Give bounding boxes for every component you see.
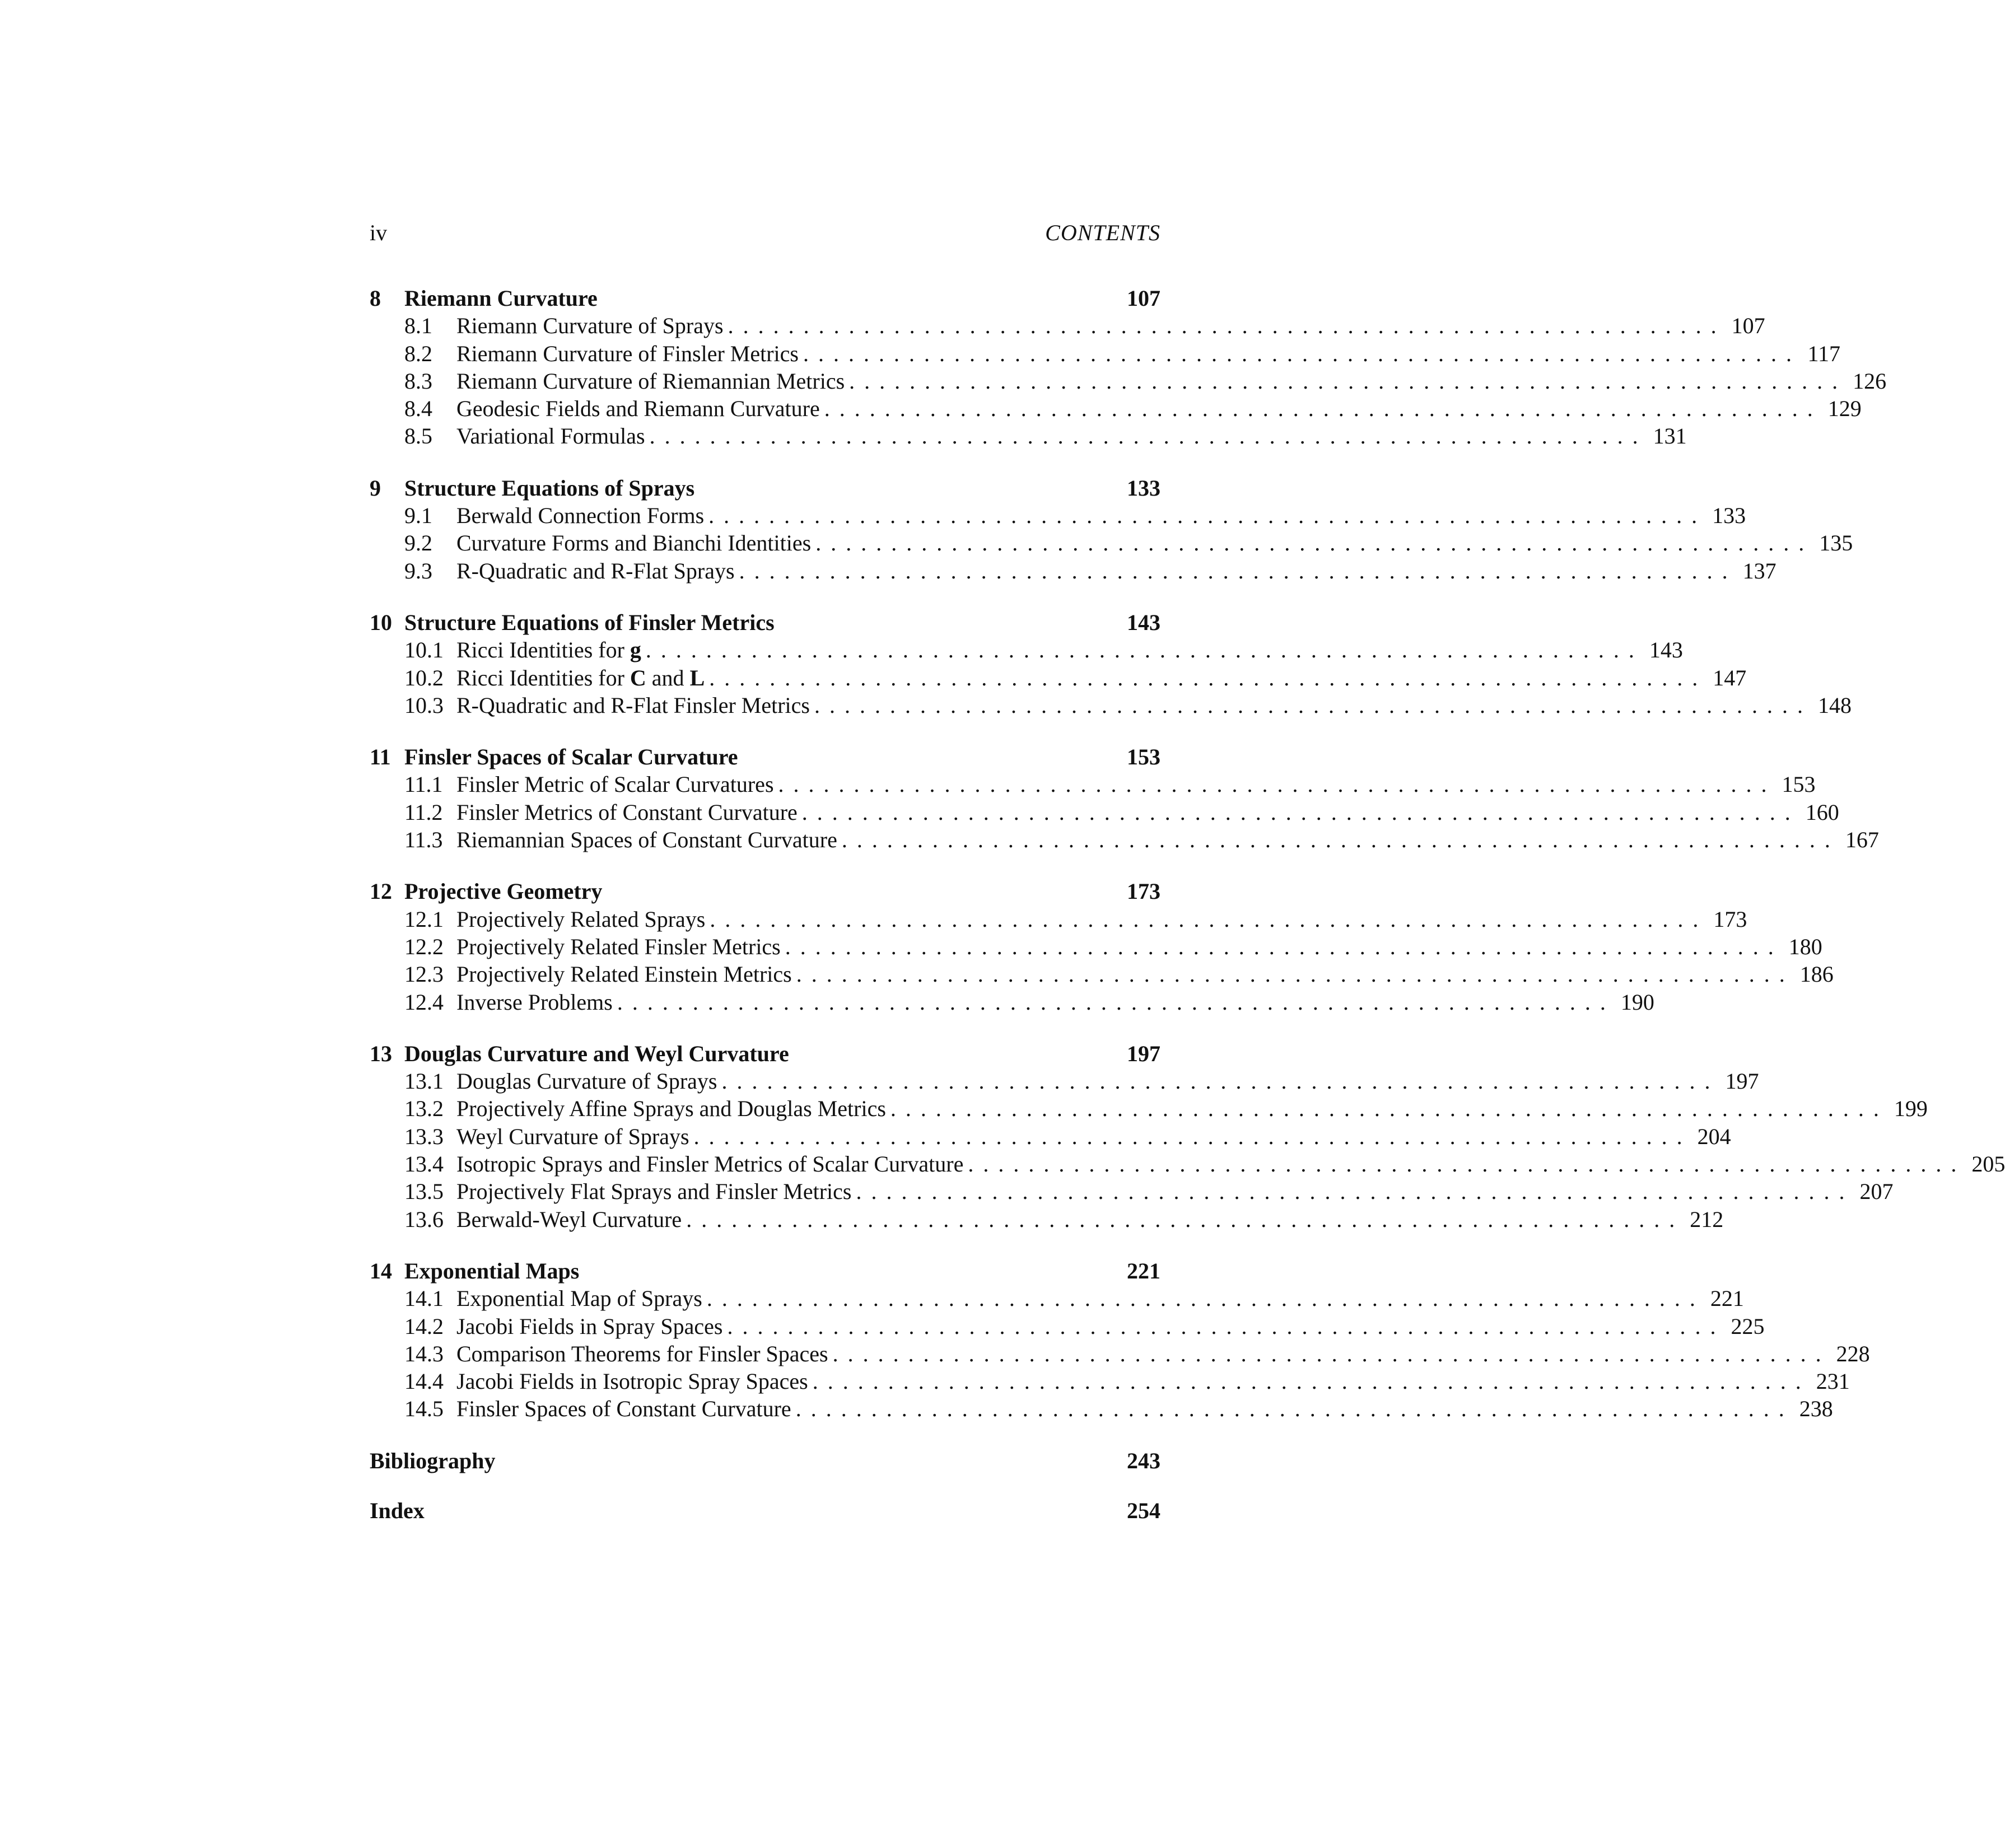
- chapter-page: 153: [1127, 744, 1160, 770]
- section-entry[interactable]: [370, 395, 1862, 422]
- section-title: Projectively Related Einstein Metrics: [456, 962, 792, 987]
- section-entry[interactable]: [370, 636, 1683, 664]
- section-title: Inverse Problems: [456, 989, 613, 1015]
- section-page: 126: [1853, 368, 1887, 394]
- section-title: [456, 664, 705, 692]
- section-entry[interactable]: [370, 502, 1746, 529]
- chapter-page: 173: [1127, 879, 1160, 904]
- section-page: 135: [1819, 530, 1853, 556]
- section-number: 10.1: [404, 637, 444, 663]
- section-number: 14.1: [404, 1286, 444, 1312]
- chapter-heading[interactable]: [370, 878, 1160, 905]
- chapter-page: 197: [1127, 1040, 1160, 1066]
- section-entry[interactable]: [370, 933, 1822, 960]
- chapter-page: 221: [1127, 1258, 1160, 1284]
- chapter-page: 143: [1127, 609, 1160, 635]
- section-entry[interactable]: [370, 960, 1834, 988]
- section-title: Curvature Forms and Bianchi Identities: [456, 530, 812, 556]
- section-page: 173: [1713, 906, 1747, 932]
- chapter-14: [370, 1257, 1870, 1423]
- chapter-heading[interactable]: [370, 1040, 1160, 1067]
- page-header: [370, 220, 1160, 253]
- section-title: Riemannian Spaces of Constant Curvature: [456, 827, 837, 853]
- section-number: 13.4: [404, 1151, 444, 1177]
- section-page: 133: [1712, 503, 1746, 529]
- section-title: Riemann Curvature of Riemannian Metrics: [456, 368, 845, 394]
- chapter-heading[interactable]: [370, 284, 1160, 312]
- section-title: Weyl Curvature of Sprays: [456, 1123, 689, 1149]
- section-entry[interactable]: [370, 529, 1853, 557]
- dot-leader: ..................................................................: [686, 1206, 1685, 1232]
- section-page: 228: [1836, 1341, 1870, 1366]
- chapter-number: 14: [370, 1258, 392, 1284]
- section-page: 199: [1894, 1096, 1928, 1122]
- chapter-8: [370, 284, 1887, 450]
- section-page: 238: [1799, 1396, 1833, 1422]
- section-entry[interactable]: [370, 799, 1839, 826]
- chapter-11: [370, 743, 1879, 853]
- section-entry[interactable]: [370, 692, 1852, 719]
- dot-leader: ..................................................................: [778, 772, 1776, 797]
- section-number: 8.3: [404, 368, 432, 394]
- chapter-10: [370, 609, 1852, 719]
- chapter-heading[interactable]: [370, 1257, 1160, 1285]
- chapter-title: Finsler Spaces of Scalar Curvature: [404, 744, 738, 770]
- section-number: 9.3: [404, 558, 432, 584]
- section-page: 129: [1827, 396, 1862, 422]
- section-title: Projectively Affine Sprays and Douglas Metrics: [456, 1096, 886, 1122]
- dot-leader: ..................................................................: [832, 1341, 1831, 1366]
- chapter-12: [370, 878, 1834, 1015]
- chapter-9: [370, 474, 1853, 585]
- section-title: Finsler Metrics of Constant Curvature: [456, 799, 798, 825]
- section-number: 8.1: [404, 313, 432, 339]
- chapter-heading[interactable]: [370, 474, 1160, 502]
- section-page: 231: [1816, 1369, 1850, 1394]
- dot-leader: ..................................................................: [649, 423, 1648, 449]
- section-page: 131: [1653, 423, 1687, 449]
- section-page: 148: [1817, 692, 1852, 718]
- dot-leader: ..................................................................: [796, 962, 1794, 987]
- chapter-number: 13: [370, 1040, 392, 1066]
- section-page: 186: [1799, 962, 1834, 987]
- chapter-13: [370, 1040, 2005, 1233]
- section-page: 204: [1697, 1123, 1731, 1149]
- chapter-number: 8: [370, 286, 381, 311]
- section-title: Berwald-Weyl Curvature: [456, 1206, 682, 1232]
- dot-leader: ..................................................................: [693, 1123, 1692, 1149]
- section-entry[interactable]: [370, 988, 1654, 1016]
- table-of-contents: [370, 284, 2005, 1547]
- section-page: 153: [1782, 772, 1816, 797]
- backmatter-page: 243: [1127, 1448, 1160, 1473]
- dot-leader: ..................................................................: [617, 989, 1615, 1015]
- dot-leader: ..................................................................: [815, 530, 1814, 556]
- section-entry[interactable]: [370, 1150, 2005, 1178]
- chapter-title: Douglas Curvature and Weyl Curvature: [404, 1040, 789, 1066]
- section-number: 8.2: [404, 340, 432, 366]
- section-title: Isotropic Sprays and Finsler Metrics of Scalar Curvature: [456, 1151, 964, 1177]
- section-entry[interactable]: [370, 1395, 1833, 1422]
- chapter-number: 9: [370, 475, 381, 501]
- backmatter-page: 254: [1127, 1497, 1160, 1523]
- chapter-title: Projective Geometry: [404, 879, 603, 904]
- section-entry[interactable]: [370, 906, 1747, 933]
- section-page: 225: [1731, 1313, 1765, 1339]
- section-number: 9.2: [404, 530, 432, 556]
- section-number: 12.2: [404, 934, 444, 959]
- dot-leader: ..................................................................: [803, 340, 1801, 366]
- section-title: Berwald Connection Forms: [456, 503, 705, 529]
- section-entry[interactable]: [370, 771, 1816, 798]
- section-entry[interactable]: [370, 1206, 1724, 1233]
- chapter-number: 11: [370, 744, 391, 770]
- section-title: Finsler Spaces of Constant Curvature: [456, 1396, 791, 1422]
- section-page: 160: [1805, 799, 1839, 825]
- chapter-title: Exponential Maps: [404, 1258, 580, 1284]
- section-entry[interactable]: [370, 1285, 1744, 1312]
- section-entry[interactable]: [370, 1067, 1759, 1095]
- math-symbol: C: [630, 665, 646, 690]
- section-title: Finsler Metric of Scalar Curvatures: [456, 772, 774, 797]
- section-number: 12.4: [404, 989, 444, 1015]
- section-number: 10.3: [404, 692, 444, 718]
- dot-leader: ..................................................................: [849, 368, 1848, 394]
- chapter-heading[interactable]: [370, 609, 1160, 636]
- section-entry[interactable]: [370, 1178, 1894, 1205]
- section-title: Douglas Curvature of Sprays: [456, 1068, 717, 1094]
- section-number: 10.2: [404, 665, 444, 690]
- section-number: 9.1: [404, 503, 432, 529]
- section-title: Geodesic Fields and Riemann Curvature: [456, 396, 820, 422]
- chapter-page: 133: [1127, 475, 1160, 501]
- section-title: Projectively Related Sprays: [456, 906, 706, 932]
- section-title: R-Quadratic and R-Flat Sprays: [456, 558, 735, 584]
- dot-leader: ..................................................................: [645, 637, 1644, 663]
- section-page: 190: [1620, 989, 1654, 1015]
- section-page: 207: [1859, 1179, 1894, 1205]
- dot-leader: ..................................................................: [739, 558, 1737, 584]
- section-number: 11.1: [404, 772, 443, 797]
- section-number: 12.1: [404, 906, 444, 932]
- chapter-number: 10: [370, 609, 392, 635]
- section-number: 14.3: [404, 1341, 444, 1366]
- section-number: 11.2: [404, 799, 443, 825]
- section-title: Projectively Related Finsler Metrics: [456, 934, 781, 959]
- section-number: 13.3: [404, 1123, 444, 1149]
- running-title: CONTENTS: [1045, 220, 1160, 245]
- section-entry[interactable]: [370, 1095, 1928, 1122]
- chapter-number: 12: [370, 879, 392, 904]
- section-title: Riemann Curvature of Finsler Metrics: [456, 340, 799, 366]
- index-entry[interactable]: [370, 1497, 1160, 1524]
- dot-leader: ..................................................................: [706, 1286, 1705, 1312]
- backmatter-title: Bibliography: [370, 1448, 496, 1473]
- dot-leader: ..................................................................: [814, 692, 1812, 718]
- section-entry[interactable]: [370, 367, 1887, 395]
- section-page: 197: [1725, 1068, 1759, 1094]
- section-number: 13.2: [404, 1096, 444, 1122]
- dot-leader: ..................................................................: [785, 934, 1783, 959]
- section-number: 14.5: [404, 1396, 444, 1422]
- section-title-text: and: [646, 665, 690, 690]
- section-title: Comparison Theorems for Finsler Spaces: [456, 1341, 828, 1366]
- math-symbol: g: [630, 637, 641, 663]
- section-number: 8.4: [404, 396, 432, 422]
- section-page: 137: [1742, 558, 1776, 584]
- dot-leader: ..................................................................: [890, 1096, 1889, 1122]
- section-title: Projectively Flat Sprays and Finsler Metrics: [456, 1179, 852, 1205]
- section-entry[interactable]: [370, 1123, 1731, 1150]
- section-title-text: Ricci Identities for: [456, 665, 630, 690]
- section-number: 14.2: [404, 1313, 444, 1339]
- back-matter: [370, 1447, 1160, 1525]
- dot-leader: ..................................................................: [721, 1068, 1720, 1094]
- section-page: 180: [1788, 934, 1822, 959]
- section-page: 147: [1713, 665, 1747, 690]
- section-entry[interactable]: [370, 557, 1776, 585]
- math-symbol: L: [689, 665, 705, 690]
- section-number: 13.5: [404, 1179, 444, 1205]
- section-page: 117: [1807, 340, 1840, 366]
- dot-leader: ..................................................................: [856, 1179, 1854, 1205]
- section-entry[interactable]: [370, 422, 1687, 450]
- section-title: [456, 636, 641, 664]
- section-title-text: Ricci Identities for: [456, 637, 630, 663]
- page-number: iv: [370, 220, 388, 245]
- dot-leader: ..................................................................: [841, 827, 1840, 853]
- bibliography-entry[interactable]: [370, 1447, 1160, 1474]
- dot-leader: ..................................................................: [795, 1396, 1794, 1422]
- section-title: Variational Formulas: [456, 423, 645, 449]
- dot-leader: ..................................................................: [708, 503, 1707, 529]
- dot-leader: ..................................................................: [728, 313, 1726, 339]
- dot-leader: ..................................................................: [824, 396, 1822, 422]
- section-entry[interactable]: [370, 1313, 1765, 1340]
- section-number: 12.3: [404, 962, 444, 987]
- section-entry[interactable]: [370, 664, 1747, 692]
- section-title: Riemann Curvature of Sprays: [456, 313, 724, 339]
- section-title: R-Quadratic and R-Flat Finsler Metrics: [456, 692, 810, 718]
- chapter-title: Structure Equations of Sprays: [404, 475, 695, 501]
- section-page: 167: [1845, 827, 1879, 853]
- dot-leader: ..................................................................: [727, 1313, 1726, 1339]
- section-page: 221: [1710, 1286, 1744, 1312]
- section-number: 8.5: [404, 423, 432, 449]
- section-page: 212: [1690, 1206, 1724, 1232]
- section-number: 11.3: [404, 827, 443, 853]
- backmatter-title: Index: [370, 1497, 425, 1523]
- section-page: 107: [1731, 313, 1765, 339]
- section-entry[interactable]: [370, 340, 1840, 367]
- section-entry[interactable]: [370, 312, 1765, 339]
- dot-leader: ..................................................................: [801, 799, 1800, 825]
- chapter-title: Structure Equations of Finsler Metrics: [404, 609, 775, 635]
- section-title: Exponential Map of Sprays: [456, 1286, 702, 1312]
- dot-leader: ..................................................................: [968, 1151, 1966, 1177]
- section-title: Jacobi Fields in Spray Spaces: [456, 1313, 723, 1339]
- section-entry[interactable]: [370, 826, 1879, 853]
- dot-leader: ..................................................................: [812, 1369, 1811, 1394]
- dot-leader: ..................................................................: [709, 665, 1708, 690]
- section-number: 14.4: [404, 1369, 444, 1394]
- section-page: 143: [1649, 637, 1683, 663]
- section-number: 13.1: [404, 1068, 444, 1094]
- section-title: Jacobi Fields in Isotropic Spray Spaces: [456, 1369, 808, 1394]
- section-entry[interactable]: [370, 1340, 1870, 1368]
- section-entry[interactable]: [370, 1368, 1850, 1395]
- dot-leader: ..................................................................: [710, 906, 1708, 932]
- section-page: 205: [1971, 1151, 2005, 1177]
- chapter-heading[interactable]: [370, 743, 1160, 771]
- chapter-title: Riemann Curvature: [404, 286, 598, 311]
- chapter-page: 107: [1127, 286, 1160, 311]
- section-number: 13.6: [404, 1206, 444, 1232]
